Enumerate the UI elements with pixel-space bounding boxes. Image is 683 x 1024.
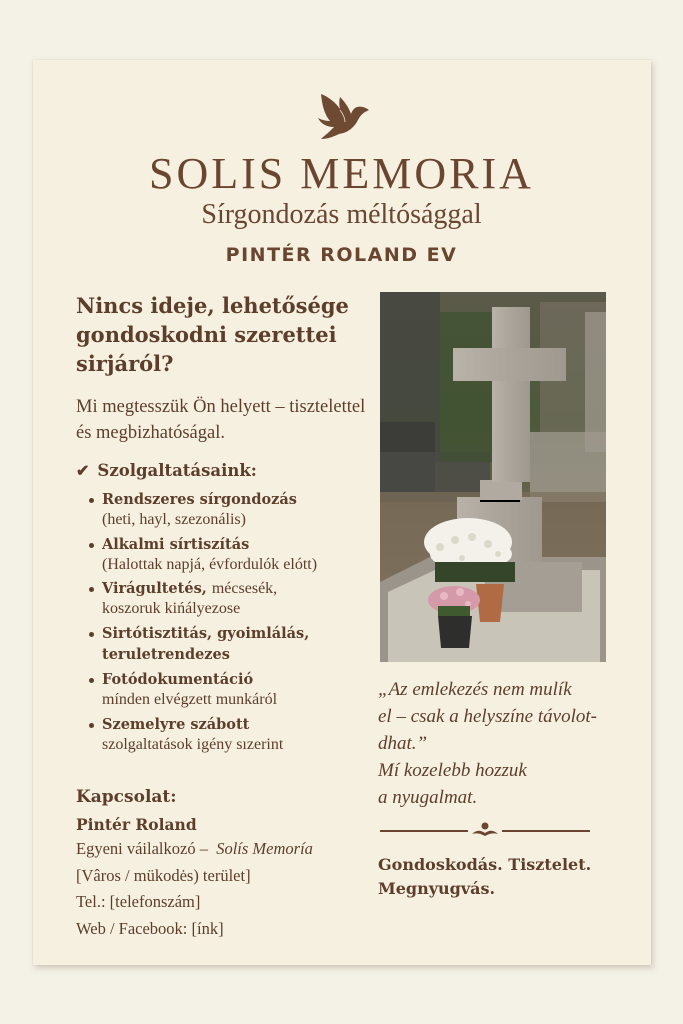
contact-role bbox=[76, 836, 366, 863]
services-heading bbox=[76, 459, 257, 483]
service-desc: (heti, hayl, szezonális) bbox=[102, 511, 246, 528]
brand-tagline: Sírgondozás méltósággal bbox=[201, 199, 482, 230]
intro-text: Mi megtesszük Ön helyett – tisztelettel és megbizhatóságal. bbox=[76, 397, 366, 443]
service-desc: mínden elvégzett munkáról bbox=[102, 691, 278, 708]
ornament-divider-icon bbox=[380, 820, 590, 840]
service-item bbox=[86, 489, 376, 529]
services-list bbox=[86, 489, 376, 758]
service-title: Virágultetés, bbox=[102, 580, 207, 597]
contact-area: [Vâros / mükodės) terület] bbox=[76, 865, 251, 885]
motto-line: Gondoskodás. Tisztelet. bbox=[378, 855, 592, 874]
service-desc: koszoruk kińályezose bbox=[102, 600, 241, 617]
headline: Nincs ideje, lehetősége gondoskodni szerettei sirjáról? bbox=[76, 293, 349, 376]
service-title: Fotódokumentáció bbox=[102, 671, 254, 688]
services-title: Szolgaltatásaink: bbox=[97, 461, 257, 480]
service-title-wrap bbox=[102, 578, 376, 599]
contact-name: Pintér Roland bbox=[76, 815, 197, 834]
quote-line: „Az emlekezés nem mulík bbox=[378, 679, 572, 700]
dove-icon bbox=[312, 90, 370, 146]
quote-line: a nyugalmat. bbox=[378, 787, 478, 808]
quote-line: el – csak a helyszíne távolot- bbox=[378, 706, 597, 727]
owner-name: PINTÉR ROLAND EV bbox=[225, 244, 458, 266]
contact-role-brand: Solís Memoría bbox=[216, 839, 313, 858]
contact-web: Web / Facebook: [ínk] bbox=[76, 918, 224, 938]
quote-line: Mí kozelebb hozzuk bbox=[378, 760, 527, 781]
service-title: Sirtótisztitás, gyoimlálás, teruletrendezes bbox=[102, 624, 310, 663]
service-item bbox=[86, 669, 376, 709]
service-title-rest: mécsesék, bbox=[211, 580, 278, 597]
motto bbox=[378, 853, 638, 901]
service-item bbox=[86, 578, 376, 618]
service-title: Rendszeres sírgondozás bbox=[102, 491, 297, 508]
service-item bbox=[86, 714, 376, 754]
service-item bbox=[86, 623, 376, 665]
brand-name: SOLIS MEMORIA bbox=[149, 149, 534, 198]
motto-line: Megnyugvás. bbox=[378, 879, 496, 898]
contact-role-prefix: Egyeni váilalkozó – bbox=[76, 839, 208, 858]
service-title: Alkalmi sírtiszítás bbox=[102, 535, 250, 553]
service-desc: szolgaltatások igény sızerint bbox=[102, 735, 284, 753]
contact-phone: Tel.: [telefonszám] bbox=[76, 892, 201, 911]
service-title: Szemelyre szábott bbox=[102, 715, 250, 733]
contact-heading: Kapcsolat: bbox=[76, 787, 177, 807]
gravestone-photo bbox=[380, 292, 606, 662]
contact-details bbox=[76, 836, 366, 942]
service-desc: (Halottak napjá, évfordulók elótt) bbox=[102, 555, 318, 573]
checkmark-icon: ✔ bbox=[76, 461, 90, 480]
quote-line: dhat.” bbox=[378, 733, 428, 754]
quote bbox=[378, 676, 628, 811]
service-item bbox=[86, 534, 376, 574]
